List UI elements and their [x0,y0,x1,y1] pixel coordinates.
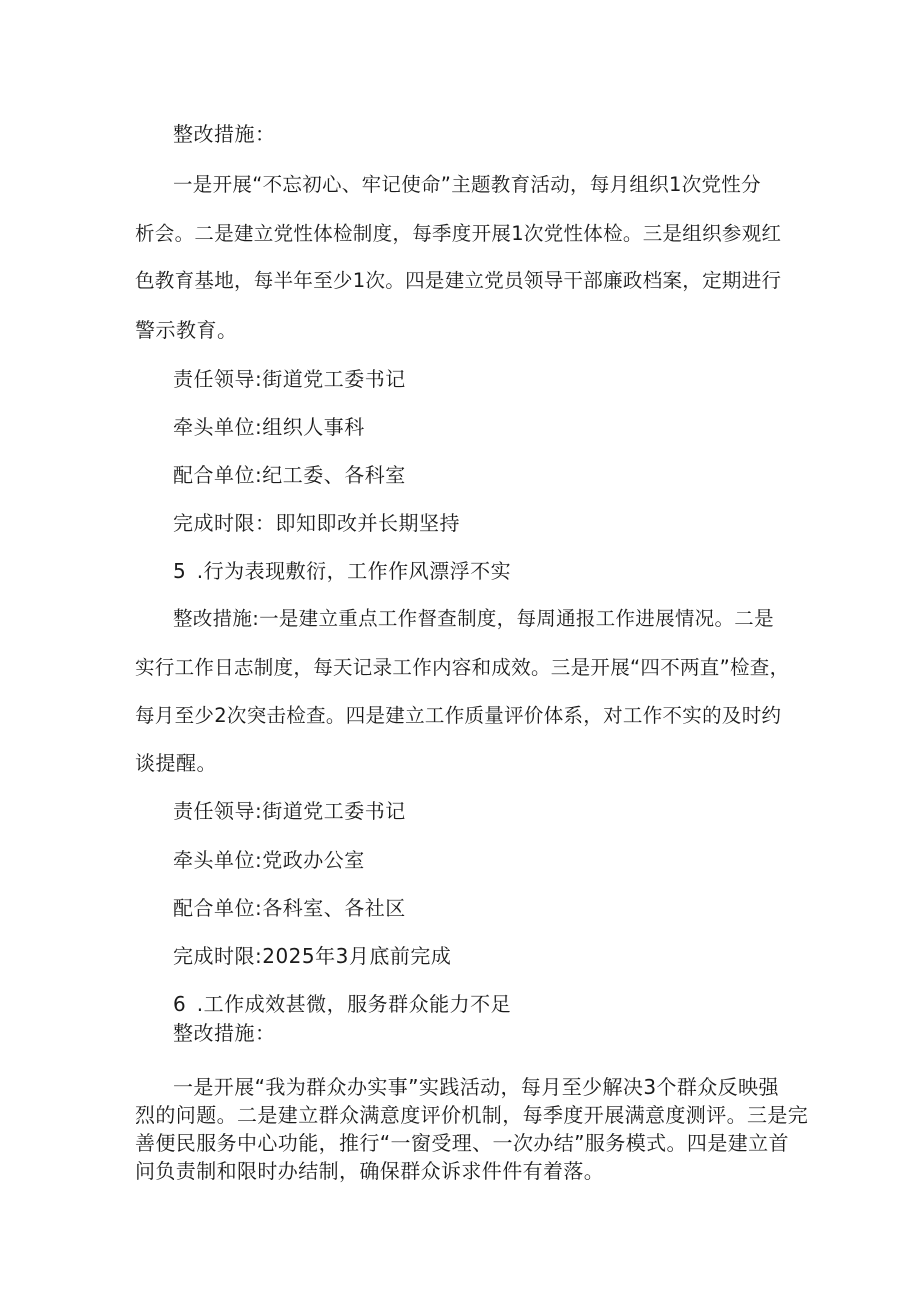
section5-lead-unit: 牵头单位:党政办公室 [173,848,365,872]
section6-measures-line-3: 善便民服务中心功能，推行“一窗受理、一次办结”服务模式。四是建立首 [135,1131,789,1155]
section5-measures-line-2: 实行工作日志制度，每天记录工作内容和成效。三是开展“四不两直”检查， [135,656,790,679]
section5-title: 5 .行为表现敷衍，工作作风漂浮不实 [173,559,512,583]
section4-deadline: 完成时限：即知即改并长期坚持 [173,511,460,535]
section4-cooperating-unit: 配合单位:纪工委、各科室 [173,463,406,487]
section6-measures-heading: 整改措施： [173,1021,276,1045]
section4-measures-line-4: 警示教育。 [135,318,238,342]
section4-measures-line-2: 析会。二是建立党性体检制度，每季度开展1次党性体检。三是组织参观红 [135,222,782,245]
section5-deadline: 完成时限:2025年3月底前完成 [173,944,452,968]
section4-measures-heading: 整改措施： [173,122,276,146]
section6-title: 6 .工作成效甚微，服务群众能力不足 [173,992,512,1016]
section5-responsible-leader: 责任领导:街道党工委书记 [173,799,406,823]
section6-measures-line-4: 问负责制和限时办结制，确保群众诉求件件有着落。 [135,1159,605,1183]
section5-measures-line-4: 谈提醒。 [135,751,217,775]
section6-measures-line-2: 烈的问题。二是建立群众满意度评价机制，每季度开展满意度测评。三是完 [135,1103,809,1127]
section5-measures-line-1: 整改措施:一是建立重点工作督查制度，每周通报工作进展情况。二是 [173,607,774,630]
section4-lead-unit: 牵头单位:组织人事科 [173,415,365,439]
section5-measures-line-3: 每月至少2次突击检查。四是建立工作质量评价体系，对工作不实的及时约 [135,704,782,727]
section5-cooperating-unit: 配合单位:各科室、各社区 [173,896,406,920]
section4-responsible-leader: 责任领导:街道党工委书记 [173,367,406,391]
section6-measures-line-1: 一是开展“我为群众办实事”实践活动，每月至少解决3个群众反映强 [173,1075,779,1099]
section4-measures-line-1: 一是开展“不忘初心、牢记使命”主题教育活动，每月组织1次党性分 [173,173,761,196]
section4-measures-line-3: 色教育基地，每半年至少1次。四是建立党员领导干部廉政档案，定期进行 [135,269,782,292]
